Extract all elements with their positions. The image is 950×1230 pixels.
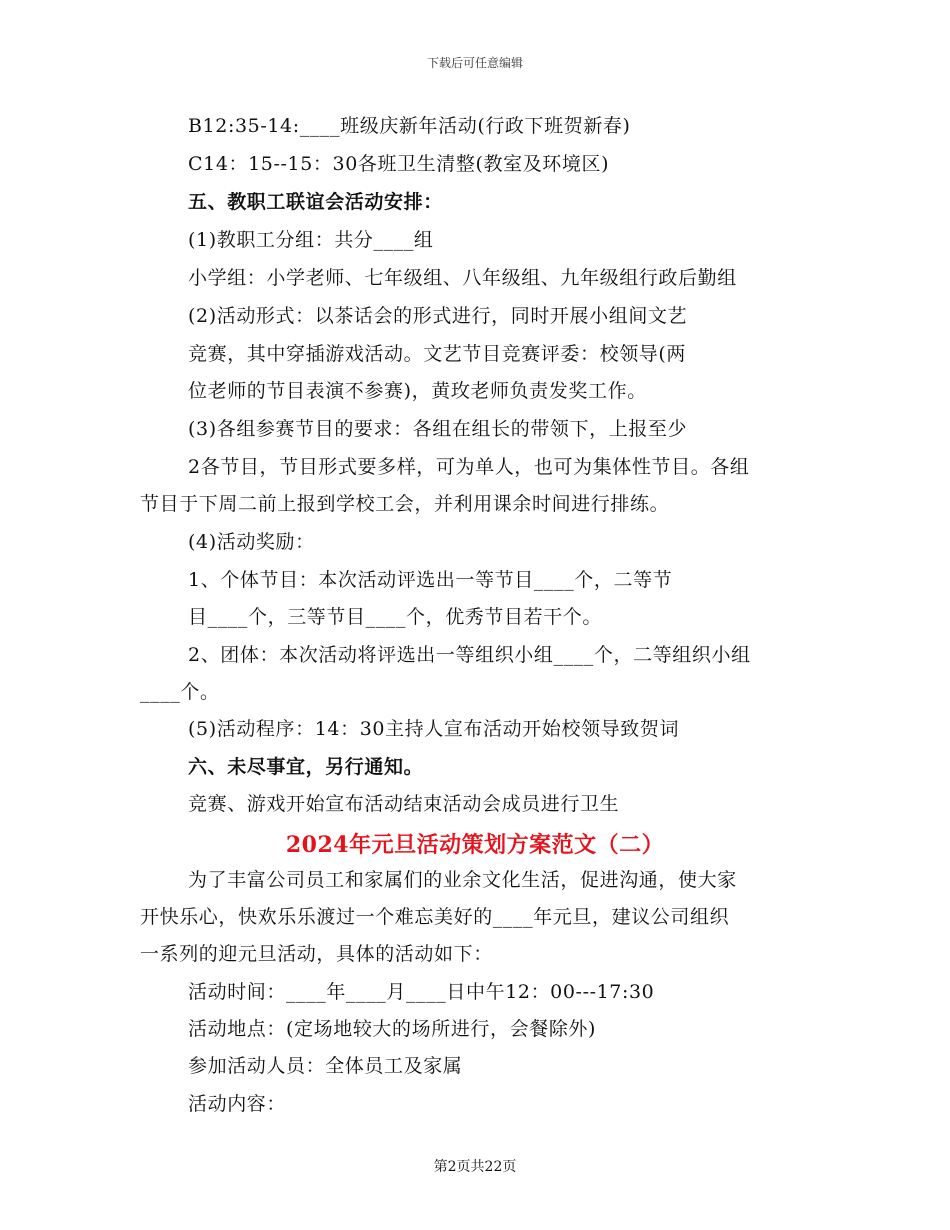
text-line: 2各节目，节目形式要多样，可为单人，也可为集体性节目。各组 <box>188 456 750 478</box>
text-line: C14：15--15：30各班卫生清整(教室及环境区) <box>188 153 610 175</box>
text-line: 节目于下周二前上报到学校工会，并利用课余时间进行排练。 <box>140 493 670 515</box>
text-line: 竞赛，其中穿插游戏活动。文艺节目竞赛评委：校领导(两 <box>188 343 687 365</box>
section-title: 2024年元旦活动策划方案范文（二） <box>285 832 665 858</box>
text-line: ____个。 <box>140 681 220 703</box>
page-footer: 第2页共22页 <box>433 1159 517 1175</box>
text-line: 活动时间：____年____月____日中午12：00---17:30 <box>188 981 655 1003</box>
text-line: B12:35-14:____班级庆新年活动(行政下班贺新春) <box>188 115 631 137</box>
page-header: 下载后可任意编辑 <box>426 56 523 70</box>
text-line: 为了丰富公司员工和家属们的业余文化生活，促进沟通，使大家 <box>188 869 737 891</box>
text-line: 活动内容： <box>188 1093 287 1115</box>
text-line: 位老师的节目表演不参赛)，黄玫老师负责发奖工作。 <box>188 380 647 402</box>
text-line: 参加活动人员：全体员工及家属 <box>188 1055 463 1077</box>
text-line: 目____个，三等节目____个，优秀节目若干个。 <box>188 606 603 628</box>
text-line: 一系列的迎元旦活动，具体的活动如下： <box>140 943 493 965</box>
section-heading: 六、未尽事宜，另行通知。 <box>188 756 424 778</box>
text-line: (2)活动形式：以茶话会的形式进行，同时开展小组间文艺 <box>188 305 688 327</box>
text-line: 活动地点：(定场地较大的场所进行，会餐除外) <box>188 1018 597 1040</box>
text-line: 2、团体：本次活动将评选出一等组织小组____个，二等组织小组 <box>188 644 751 666</box>
section-heading: 五、教职工联谊会活动安排： <box>188 191 443 213</box>
text-line: (5)活动程序：14：30主持人宣布活动开始校领导致贺词 <box>188 718 680 740</box>
text-line: (3)各组参赛节目的要求：各组在组长的带领下，上报至少 <box>188 418 688 440</box>
text-line: 竞赛、游戏开始宣布活动结束活动会成员进行卫生 <box>188 793 620 815</box>
text-line: 开快乐心，快欢乐乐渡过一个难忘美好的____年元旦，建议公司组织 <box>140 906 730 928</box>
text-line: 1、个体节目：本次活动评选出一等节目____个，二等节 <box>188 569 673 591</box>
text-line: 小学组：小学老师、七年级组、八年级组、九年级组行政后勤组 <box>188 267 737 289</box>
text-line: (1)教职工分组：共分____组 <box>188 229 434 251</box>
text-line: (4)活动奖励： <box>188 531 315 553</box>
